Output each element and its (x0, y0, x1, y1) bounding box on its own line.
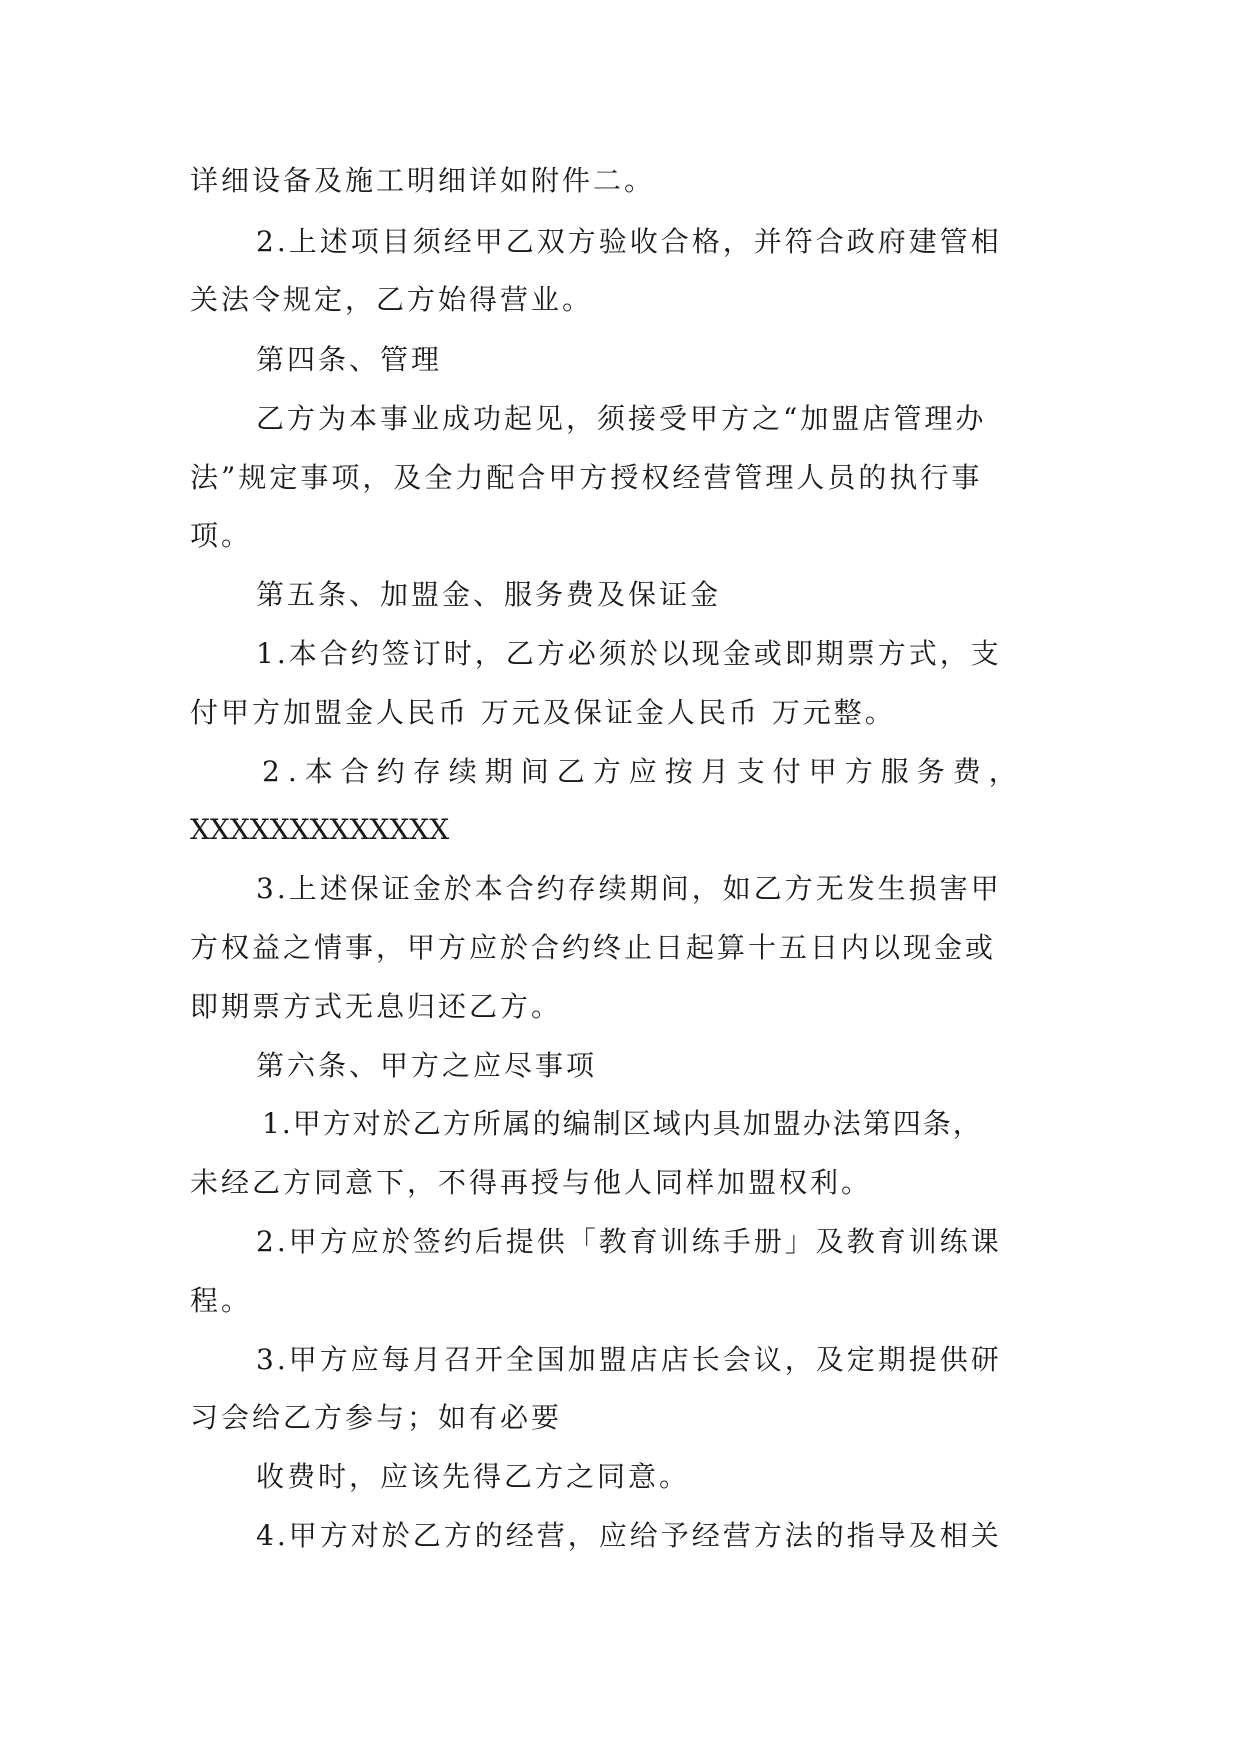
text-line: 付甲方加盟金人民币 万元及保证金人民币 万元整。 (190, 696, 896, 729)
text-line: 关法令规定，乙方始得营业。 (190, 283, 594, 316)
text-line: 法”规定事项，及全力配合甲方授权经营管理人员的执行事 (190, 461, 983, 494)
text-line: 4.甲方对於乙方的经营，应给予经营方法的指导及相关 (256, 1519, 1002, 1552)
text-line: 2.本合约存续期间乙方应按月支付甲方服务费， (262, 755, 1025, 788)
text-line: 3.上述保证金於本合约存续期间，如乙方无发生损害甲 (256, 872, 1002, 905)
text-line: 1.甲方对於乙方所属的编制区域内具加盟办法第四条， (262, 1107, 983, 1140)
text-line: 项。 (190, 519, 253, 552)
text-line: 乙方为本事业成功起见，须接受甲方之“加盟店管理办 (256, 402, 987, 435)
text-line: XXXXXXXXXXXXX (190, 813, 450, 846)
text-line: 详细设备及施工明细详如附件二。 (190, 164, 656, 197)
text-line: 未经乙方同意下，不得再授与他人同样加盟权利。 (190, 1166, 873, 1199)
text-line: 方权益之情事，甲方应於合约终止日起算十五日内以现金或 (190, 931, 997, 964)
text-line: 习会给乙方参与；如有必要 (190, 1401, 563, 1434)
section-heading: 第四条、管理 (256, 343, 443, 376)
section-heading: 第六条、甲方之应尽事项 (256, 1049, 598, 1082)
section-heading: 第五条、加盟金、服务费及保证金 (256, 578, 722, 611)
text-line: 收费时，应该先得乙方之同意。 (256, 1460, 691, 1493)
text-line: 2.上述项目须经甲乙双方验收合格，并符合政府建管相 (256, 225, 1002, 258)
text-line: 2.甲方应於签约后提供「教育训练手册」及教育训练课 (256, 1225, 1002, 1258)
text-line: 1.本合约签订时，乙方必须於以现金或即期票方式，支 (256, 637, 1002, 670)
text-line: 3.甲方应每月召开全国加盟店店长会议，及定期提供研 (256, 1343, 1002, 1376)
text-line: 程。 (190, 1284, 253, 1317)
text-line: 即期票方式无息归还乙方。 (190, 990, 563, 1023)
